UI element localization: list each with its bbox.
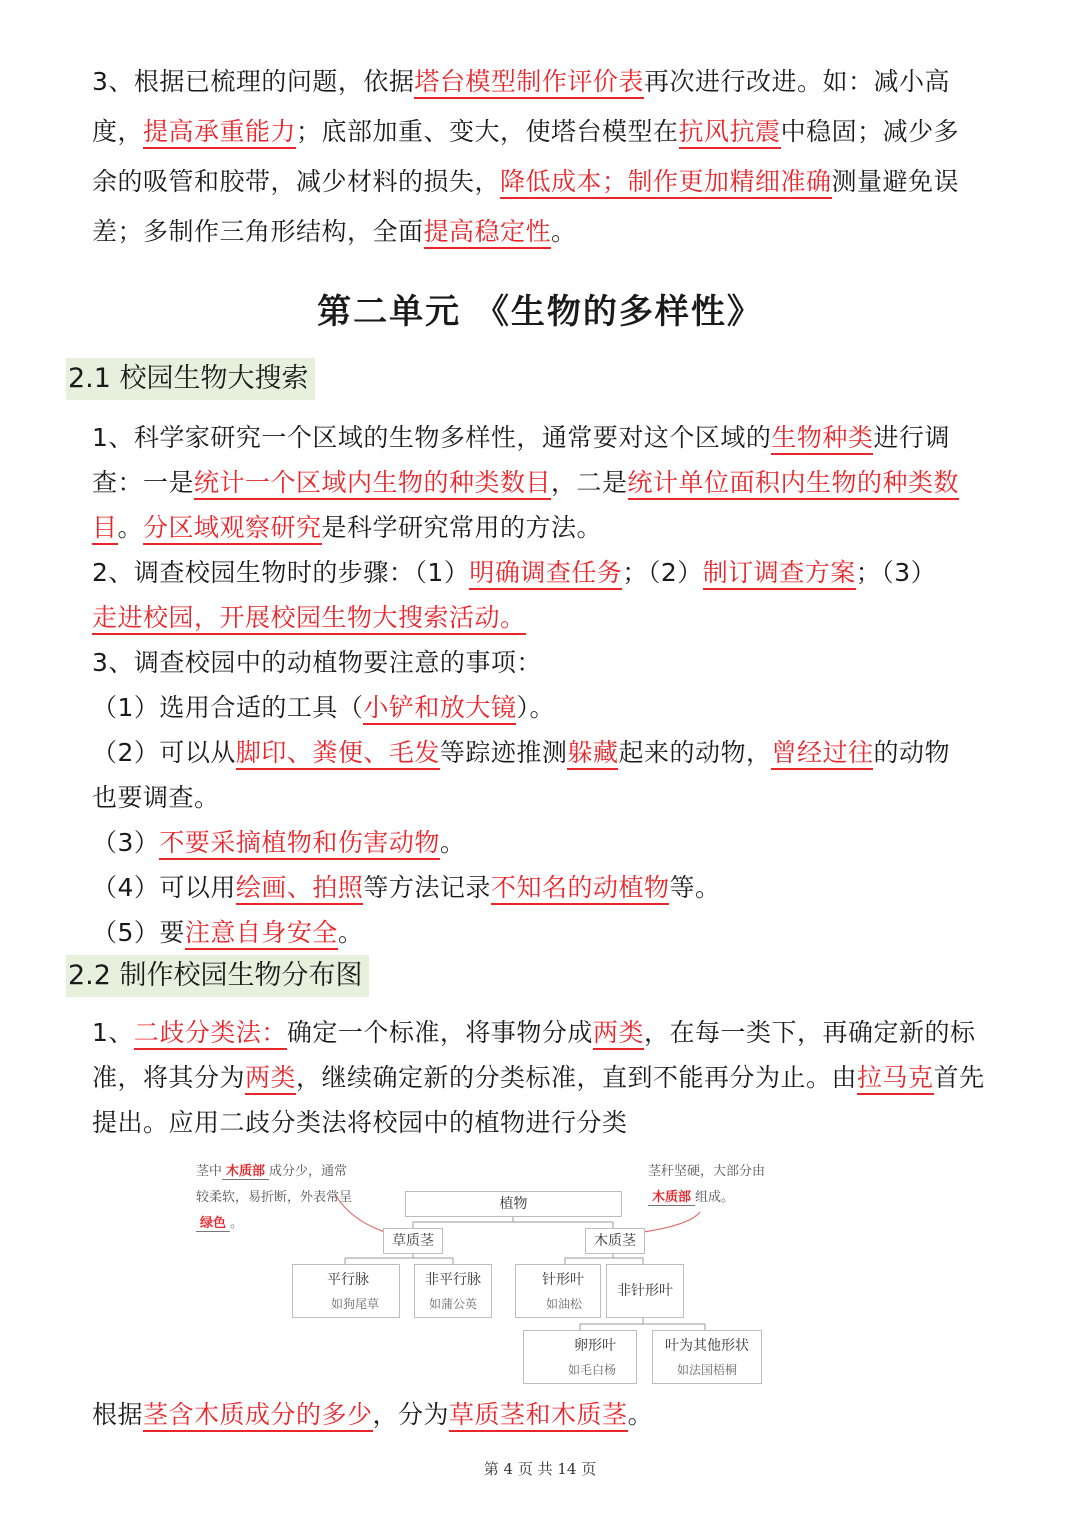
text-line: 3、调查校园中的动植物要注意的事项：	[92, 648, 542, 677]
text-line: 余的吸管和胶带，减少材料的损失，降低成本；制作更加精细准确测量避免误	[92, 162, 959, 198]
text-line: 走进校园，开展校园生物大搜索活动。	[92, 598, 526, 634]
node-other-shape-leaf: 叶为其他形状 如法国梧桐	[652, 1330, 762, 1384]
text-line: （1）选用合适的工具（小铲和放大镜）。	[92, 688, 555, 724]
node-needle-leaf: 针形叶 如油松	[515, 1264, 601, 1318]
text-line: 提出。应用二歧分类法将校园中的植物进行分类	[92, 1108, 628, 1137]
section-heading-2-2: 2.2 制作校园生物分布图	[66, 955, 369, 997]
note-herbaceous: 茎中 木质部 成分少，通常 较柔软，易折断，外表常呈 绿色 。	[196, 1164, 353, 1231]
text-line: 目。分区域观察研究是科学研究常用的方法。	[92, 508, 602, 544]
node-parallel-vein: 平行脉 如狗尾草	[292, 1264, 400, 1318]
text-line: 查：一是统计一个区域内生物的种类数目，二是统计单位面积内生物的种类数	[92, 463, 959, 499]
text-line: 1、二歧分类法：确定一个标准，将事物分成两类，在每一类下，再确定新的标	[92, 1013, 975, 1049]
text-line: 也要调查。	[92, 783, 220, 812]
text-line: 根据茎含木质成分的多少，分为草质茎和木质茎。	[92, 1395, 653, 1431]
text-line: 3、根据已梳理的问题，依据塔台模型制作评价表再次进行改进。如：减小高	[92, 62, 950, 98]
node-oval-leaf: 卵形叶 如毛白杨	[523, 1330, 637, 1384]
text-line: 度，提高承重能力；底部加重、变大，使塔台模型在抗风抗震中稳固；减少多	[92, 112, 959, 148]
node-non-parallel-vein: 非平行脉 如蒲公英	[414, 1264, 492, 1318]
node-woody-stem: 木质茎	[585, 1228, 645, 1254]
text-line: 准，将其分为两类，继续确定新的分类标准，直到不能再分为止。由拉马克首先	[92, 1058, 985, 1094]
node-plant: 植物	[405, 1191, 622, 1217]
section-heading-2-1: 2.1 校园生物大搜索	[66, 358, 315, 400]
text-line: 差；多制作三角形结构，全面提高稳定性。	[92, 212, 577, 248]
page-footer: 第 4 页 共 14 页	[483, 1460, 597, 1478]
text-line: （5）要注意自身安全。	[92, 913, 363, 949]
text-line: （2）可以从脚印、粪便、毛发等踪迹推测躲藏起来的动物，曾经过往的动物	[92, 733, 950, 769]
node-non-needle-leaf: 非针形叶	[606, 1264, 684, 1318]
text-line: 2、调查校园生物时的步骤：（1）明确调查任务；（2）制订调查方案；（3）	[92, 553, 936, 589]
text-line: （4）可以用绘画、拍照等方法记录不知名的动植物等。	[92, 868, 720, 904]
text-line: （3）不要采摘植物和伤害动物。	[92, 823, 465, 859]
unit-title: 第二单元 《生物的多样性》	[317, 292, 763, 332]
node-herbaceous-stem: 草质茎	[383, 1228, 443, 1254]
text-line: 1、科学家研究一个区域的生物多样性，通常要对这个区域的生物种类进行调	[92, 418, 950, 454]
note-woody: 茎秆坚硬，大部分由 木质部 组成。	[648, 1164, 766, 1205]
